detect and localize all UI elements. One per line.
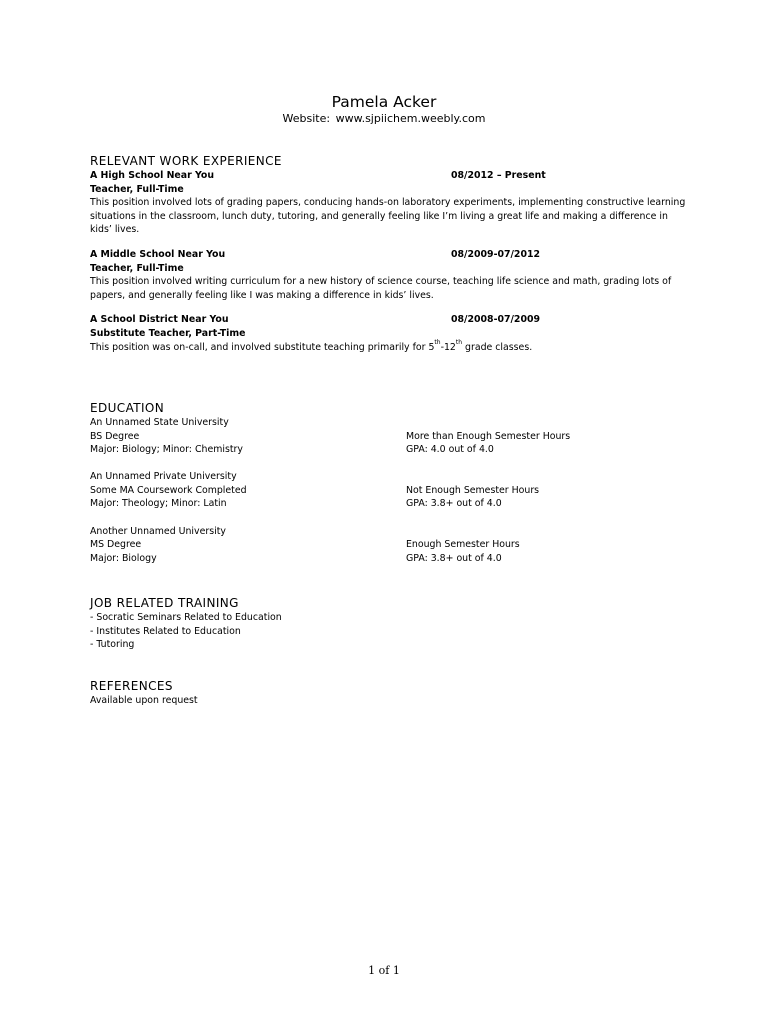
education-major: Major: Theology; Minor: Latin <box>90 498 227 510</box>
education-gpa: GPA: 3.8+ out of 4.0 <box>406 552 502 564</box>
education-degree: Some MA Coursework Completed <box>90 484 247 496</box>
education-gpa: GPA: 4.0 out of 4.0 <box>406 444 494 456</box>
education-entry <box>90 416 690 457</box>
job-dates: 08/2008-07/2009 <box>451 314 541 326</box>
education-entry <box>90 470 690 511</box>
training-section <box>90 596 690 652</box>
education-heading: EDUCATION <box>90 401 165 415</box>
education-hours: Not Enough Semester Hours <box>406 484 540 496</box>
education-school: An Unnamed Private University <box>90 471 237 483</box>
references-section <box>90 679 690 708</box>
training-item: - Institutes Related to Education <box>90 625 241 637</box>
education-section <box>90 401 690 565</box>
job-entry <box>90 248 690 302</box>
applicant-name: Pamela Acker <box>331 93 437 111</box>
job-title: Teacher, Full-Time <box>90 262 184 274</box>
job-title: Substitute Teacher, Part-Time <box>90 327 246 339</box>
website-line <box>0 112 768 125</box>
education-school: An Unnamed State University <box>90 417 229 428</box>
references-heading: REFERENCES <box>90 679 173 693</box>
education-gpa: GPA: 3.8+ out of 4.0 <box>406 498 502 510</box>
education-major: Major: Biology <box>90 552 157 564</box>
education-degree: MS Degree <box>90 539 142 551</box>
job-employer: A High School Near You <box>90 170 215 181</box>
job-entry <box>90 313 690 354</box>
website-label: Website: <box>282 112 331 125</box>
education-degree: BS Degree <box>90 430 140 442</box>
education-major: Major: Biology; Minor: Chemistry <box>90 444 243 456</box>
work-experience-section <box>90 154 690 354</box>
education-hours: More than Enough Semester Hours <box>406 430 571 442</box>
job-header-row <box>90 248 690 262</box>
job-description: This position was on-call, and involved substitute teaching primarily for 5th-12th grade classes. <box>90 339 533 353</box>
job-dates: 08/2009-07/2012 <box>451 248 541 260</box>
references-text: Available upon request <box>90 695 198 706</box>
job-employer: A Middle School Near You <box>90 248 226 260</box>
job-employer: A School District Near You <box>90 314 229 326</box>
education-entry <box>90 525 690 566</box>
job-header-row <box>90 169 690 183</box>
work-experience-heading: RELEVANT WORK EXPERIENCE <box>90 154 282 168</box>
education-school: Another Unnamed University <box>90 525 226 537</box>
job-description: This position involved lots of grading papers, conducing hands-on laboratory experiments, implementing constructive learning situations in the classroom, lunch duty, tutoring, and generally feeling like I’m living a great life and making a difference in kids’ lives. <box>90 197 686 236</box>
training-item: - Socratic Seminars Related to Education <box>90 612 282 623</box>
website-url[interactable]: www.sjpiichem.weebly.com <box>335 112 486 125</box>
training-item: - Tutoring <box>90 639 135 651</box>
training-heading: JOB RELATED TRAINING <box>90 596 239 610</box>
page-indicator: 1 of 1 <box>368 964 400 977</box>
job-description: This position involved writing curriculum for a new history of science course, teaching life science and math, grading lots of papers, and generally feeling like I was making a difference in kids’ lives. <box>90 276 672 301</box>
job-title: Teacher, Full-Time <box>90 183 184 195</box>
education-hours: Enough Semester Hours <box>406 539 520 551</box>
job-dates: 08/2012 – Present <box>451 170 546 181</box>
job-header-row <box>90 313 690 327</box>
job-entry <box>90 169 690 237</box>
